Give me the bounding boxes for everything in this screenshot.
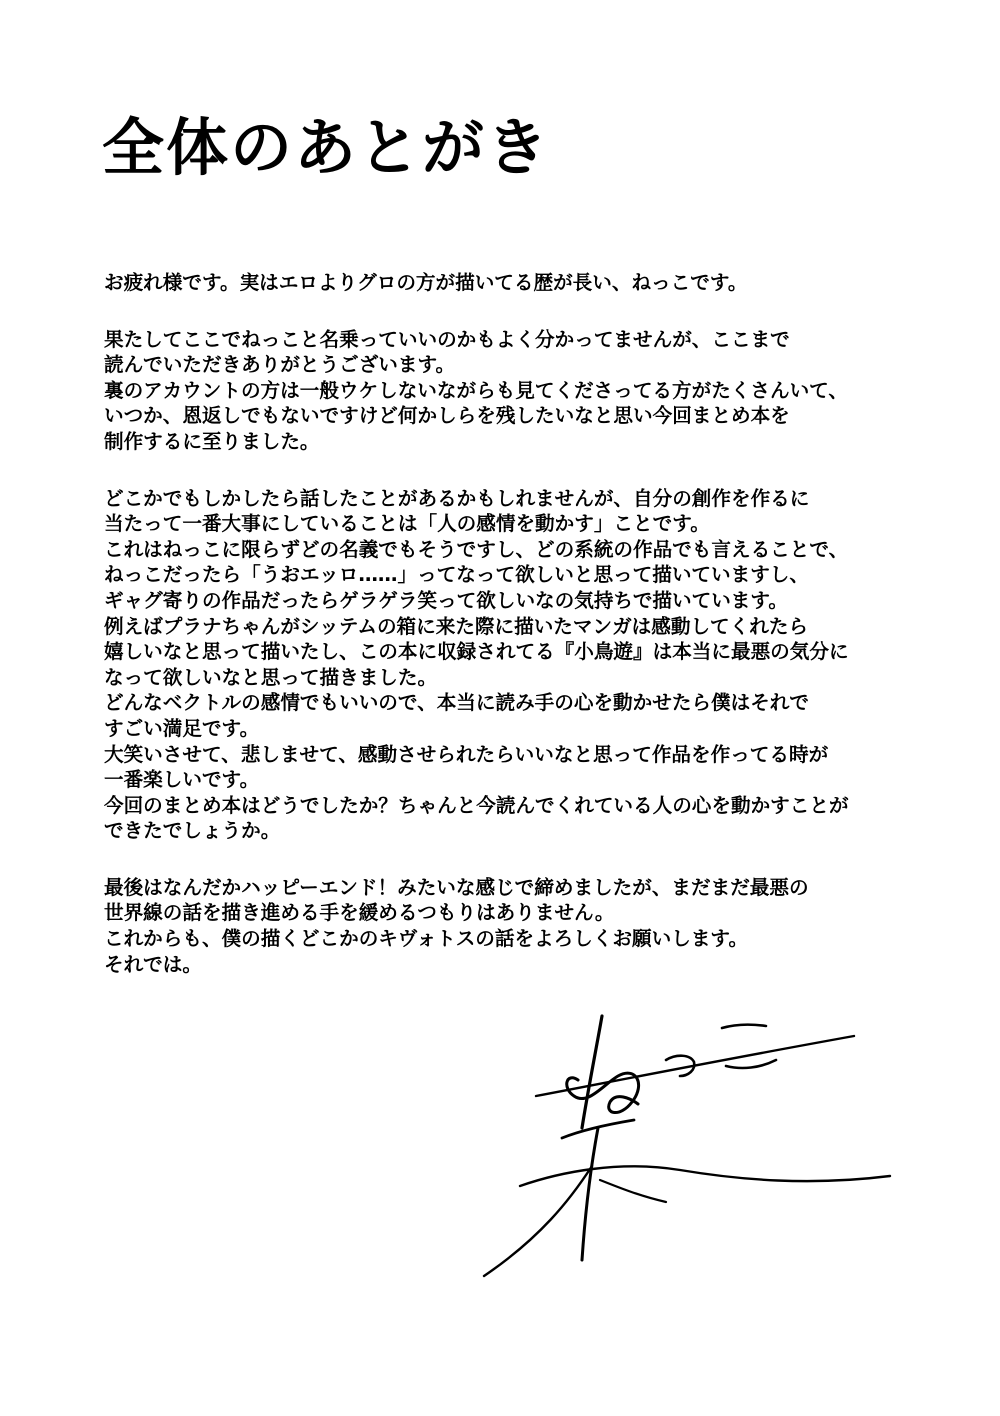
text-line: 大笑いさせて、悲しませて、感動させられたらいいなと思って作品を作ってる時が: [104, 742, 829, 766]
text-line: 読んでいただきありがとうございます。: [104, 353, 456, 377]
signature-stroke: [484, 1166, 592, 1276]
text-line: できたでしょうか。: [104, 819, 281, 843]
signature-stroke: [520, 1166, 890, 1186]
text-line: それでは。: [104, 952, 202, 976]
text-line: ギャグ寄りの作品だったらゲラゲラ笑って欲しいなの気持ちで描いています。: [104, 588, 789, 612]
paragraph-philosophy: [104, 486, 904, 844]
text-line: なって欲しいなと思って描きました。: [104, 665, 438, 689]
signature-stroke: [582, 1016, 602, 1128]
signature-stroke: [722, 1025, 766, 1028]
signature-stroke: [726, 1060, 776, 1068]
text-line: 果たしてここでねっこと名乗っていいのかもよく分かってませんが、ここまで: [104, 327, 790, 351]
afterword-body: [104, 270, 904, 1008]
paragraph-thanks: [104, 327, 904, 455]
text-line: 嬉しいなと思って描いたし、この本に収録されてる『小鳥遊』は本当に最悪の気分に: [104, 640, 849, 664]
author-signature: [470, 1010, 900, 1290]
signature-stroke: [600, 1180, 666, 1202]
text-line: これからも、僕の描くどこかのキヴォトスの話をよろしくお願いします。: [104, 927, 749, 951]
text-line: 今回のまとめ本はどうでしたか？ちゃんと今読んでくれている人の心を動かすことが: [104, 793, 849, 817]
text-line: 最後はなんだかハッピーエンド！みたいな感じで締めましたが、まだまだ最悪の: [104, 875, 809, 899]
text-line: これはねっこに限らずどの名義でもそうですし、どの系統の作品でも言えることで、: [104, 537, 849, 561]
page-title: 全体のあとがき: [102, 111, 551, 184]
text-line: いつか、恩返しでもないですけど何かしらを残したいなと思い今回まとめ本を: [104, 404, 790, 428]
text-line: どんなベクトルの感情でもいいので、本当に読み手の心を動かせたら僕はそれで: [104, 691, 809, 715]
text-line: すごい満足です。: [104, 716, 260, 740]
text-line: 当たって一番大事にしていることは「人の感情を動かす」ことです。: [104, 512, 710, 536]
text-line: 世界線の話を描き進める手を緩めるつもりはありません。: [104, 901, 615, 925]
text-line: 例えばプラナちゃんがシッテムの箱に来た際に描いたマンガは感動してくれたら: [104, 614, 809, 638]
text-line: 制作するに至りました。: [104, 429, 320, 453]
paragraph-closing: [104, 875, 904, 977]
text-line: 裏のアカウントの方は一般ウケしないながらも見てくださってる方がたくさんいて、: [104, 378, 848, 402]
paragraph-greeting: [104, 270, 904, 296]
signature-stroke: [536, 1036, 854, 1096]
text-line: 一番楽しいです。: [104, 768, 260, 792]
text-line: お疲れ様です。実はエロよりグロの方が描いてる歴が長い、ねっこです。: [104, 271, 748, 294]
signature-stroke: [582, 1128, 598, 1260]
text-line: どこかでもしかしたら話したことがあるかもしれませんが、自分の創作を作るに: [104, 486, 810, 510]
text-line: ねっこだったら「うおエッロ……」ってなって欲しいと思って描いていますし、: [104, 563, 809, 587]
